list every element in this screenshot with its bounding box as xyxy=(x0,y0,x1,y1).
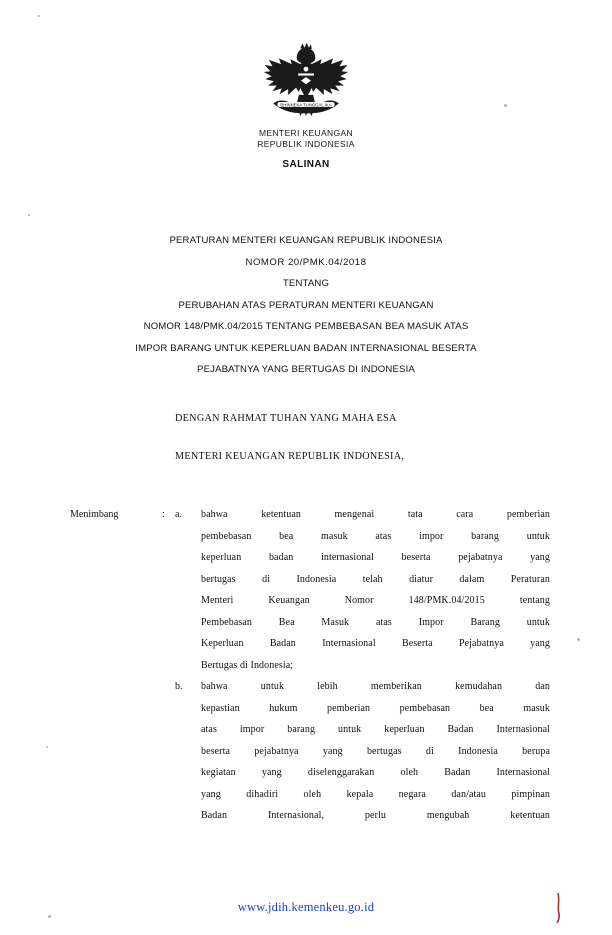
document-title-block xyxy=(56,230,556,381)
considerans-b-line-4: beserta pejabatnya yang bertugas di Indonesia berupa xyxy=(201,745,550,757)
scan-speck xyxy=(48,915,51,918)
blessing-line: DENGAN RAHMAT TUHAN YANG MAHA ESA xyxy=(175,413,397,424)
considerans-label: Menimbang xyxy=(70,509,119,520)
page-corner-mark xyxy=(552,893,564,923)
title-line-4: PERUBAHAN ATAS PERATURAN MENTERI KEUANGAN xyxy=(178,299,434,311)
ministry-caption xyxy=(0,128,612,149)
considerans-a-line-1: bahwa ketentuan mengenai tata cara pemberian xyxy=(201,509,550,520)
title-line-6: IMPOR BARANG UNTUK KEPERLUAN BADAN INTERNASIONAL BESERTA xyxy=(135,342,477,354)
ministry-line-2: REPUBLIK INDONESIA xyxy=(257,138,355,149)
considerans-a-line-8: Bertugas di Indonesia; xyxy=(201,659,294,671)
considerans-b-line-1: bahwa untuk lebih memberikan kemudahan dan xyxy=(201,681,550,692)
considerans-section xyxy=(70,504,550,827)
considerans-a-line-3: keperluan badan internasional beserta pejabatnya yang xyxy=(201,552,550,563)
preamble-block xyxy=(175,400,595,476)
scan-speck xyxy=(577,638,580,641)
authority-line: MENTERI KEUANGAN REPUBLIK INDONESIA, xyxy=(175,451,405,462)
scan-speck xyxy=(46,746,48,748)
scan-speck xyxy=(28,214,30,216)
considerans-b-line-7: Badan Internasional, perlu mengubah ketentuan xyxy=(201,810,550,821)
emblem-container xyxy=(0,42,612,127)
considerans-a-line-6: Pembebasan Bea Masuk atas Impor Barang untuk xyxy=(201,616,550,628)
title-line-1: PERATURAN MENTERI KEUANGAN REPUBLIK INDONESIA xyxy=(169,235,443,246)
considerans-b-line-2: kepastian hukum pemberian pembebasan bea masuk xyxy=(201,702,550,714)
footer-url[interactable]: www.jdih.kemenkeu.go.id xyxy=(237,900,375,914)
title-line-7: PEJABATNYA YANG BERTUGAS DI INDONESIA xyxy=(197,364,415,375)
copy-mark: SALINAN xyxy=(282,159,330,170)
considerans-item-a xyxy=(70,504,550,676)
considerans-a-line-4: bertugas di Indonesia telah diatur dalam Peraturan xyxy=(201,573,550,585)
considerans-a-line-7: Keperluan Badan Internasional Beserta Pejabatnya yang xyxy=(201,638,550,649)
considerans-letter-b: b. xyxy=(175,681,183,692)
considerans-b-line-5: kegiatan yang diselenggarakan oleh Badan Internasional xyxy=(201,767,550,778)
considerans-text-a xyxy=(201,504,550,676)
considerans-a-line-5: Menteri Keuangan Nomor 148/PMK.04/2015 tentang xyxy=(201,595,550,606)
title-line-3-tentang: TENTANG xyxy=(282,278,330,289)
considerans-text-b xyxy=(201,676,550,827)
scan-speck xyxy=(38,15,40,17)
considerans-colon: : xyxy=(162,509,165,520)
considerans-a-line-2: pembebasan bea masuk atas impor barang untuk xyxy=(201,530,550,542)
title-line-2-number: NOMOR 20/PMK.04/2018 xyxy=(245,256,367,268)
ministry-line-1: MENTERI KEUANGAN xyxy=(259,128,353,138)
considerans-b-line-6: yang dihadiri oleh kepala negara dan/atau pimpinan xyxy=(201,788,550,800)
garuda-pancasila-emblem xyxy=(263,42,349,122)
title-line-5: NOMOR 148/PMK.04/2015 TENTANG PEMBEBASAN BEA MASUK ATAS xyxy=(143,321,469,332)
considerans-b-line-3: atas impor barang untuk keperluan Badan Internasional xyxy=(201,724,550,735)
considerans-item-b xyxy=(70,676,550,827)
considerans-letter-a: a. xyxy=(175,509,182,520)
svg-text:BHINNEKA TUNGGAL IKA: BHINNEKA TUNGGAL IKA xyxy=(280,102,332,108)
